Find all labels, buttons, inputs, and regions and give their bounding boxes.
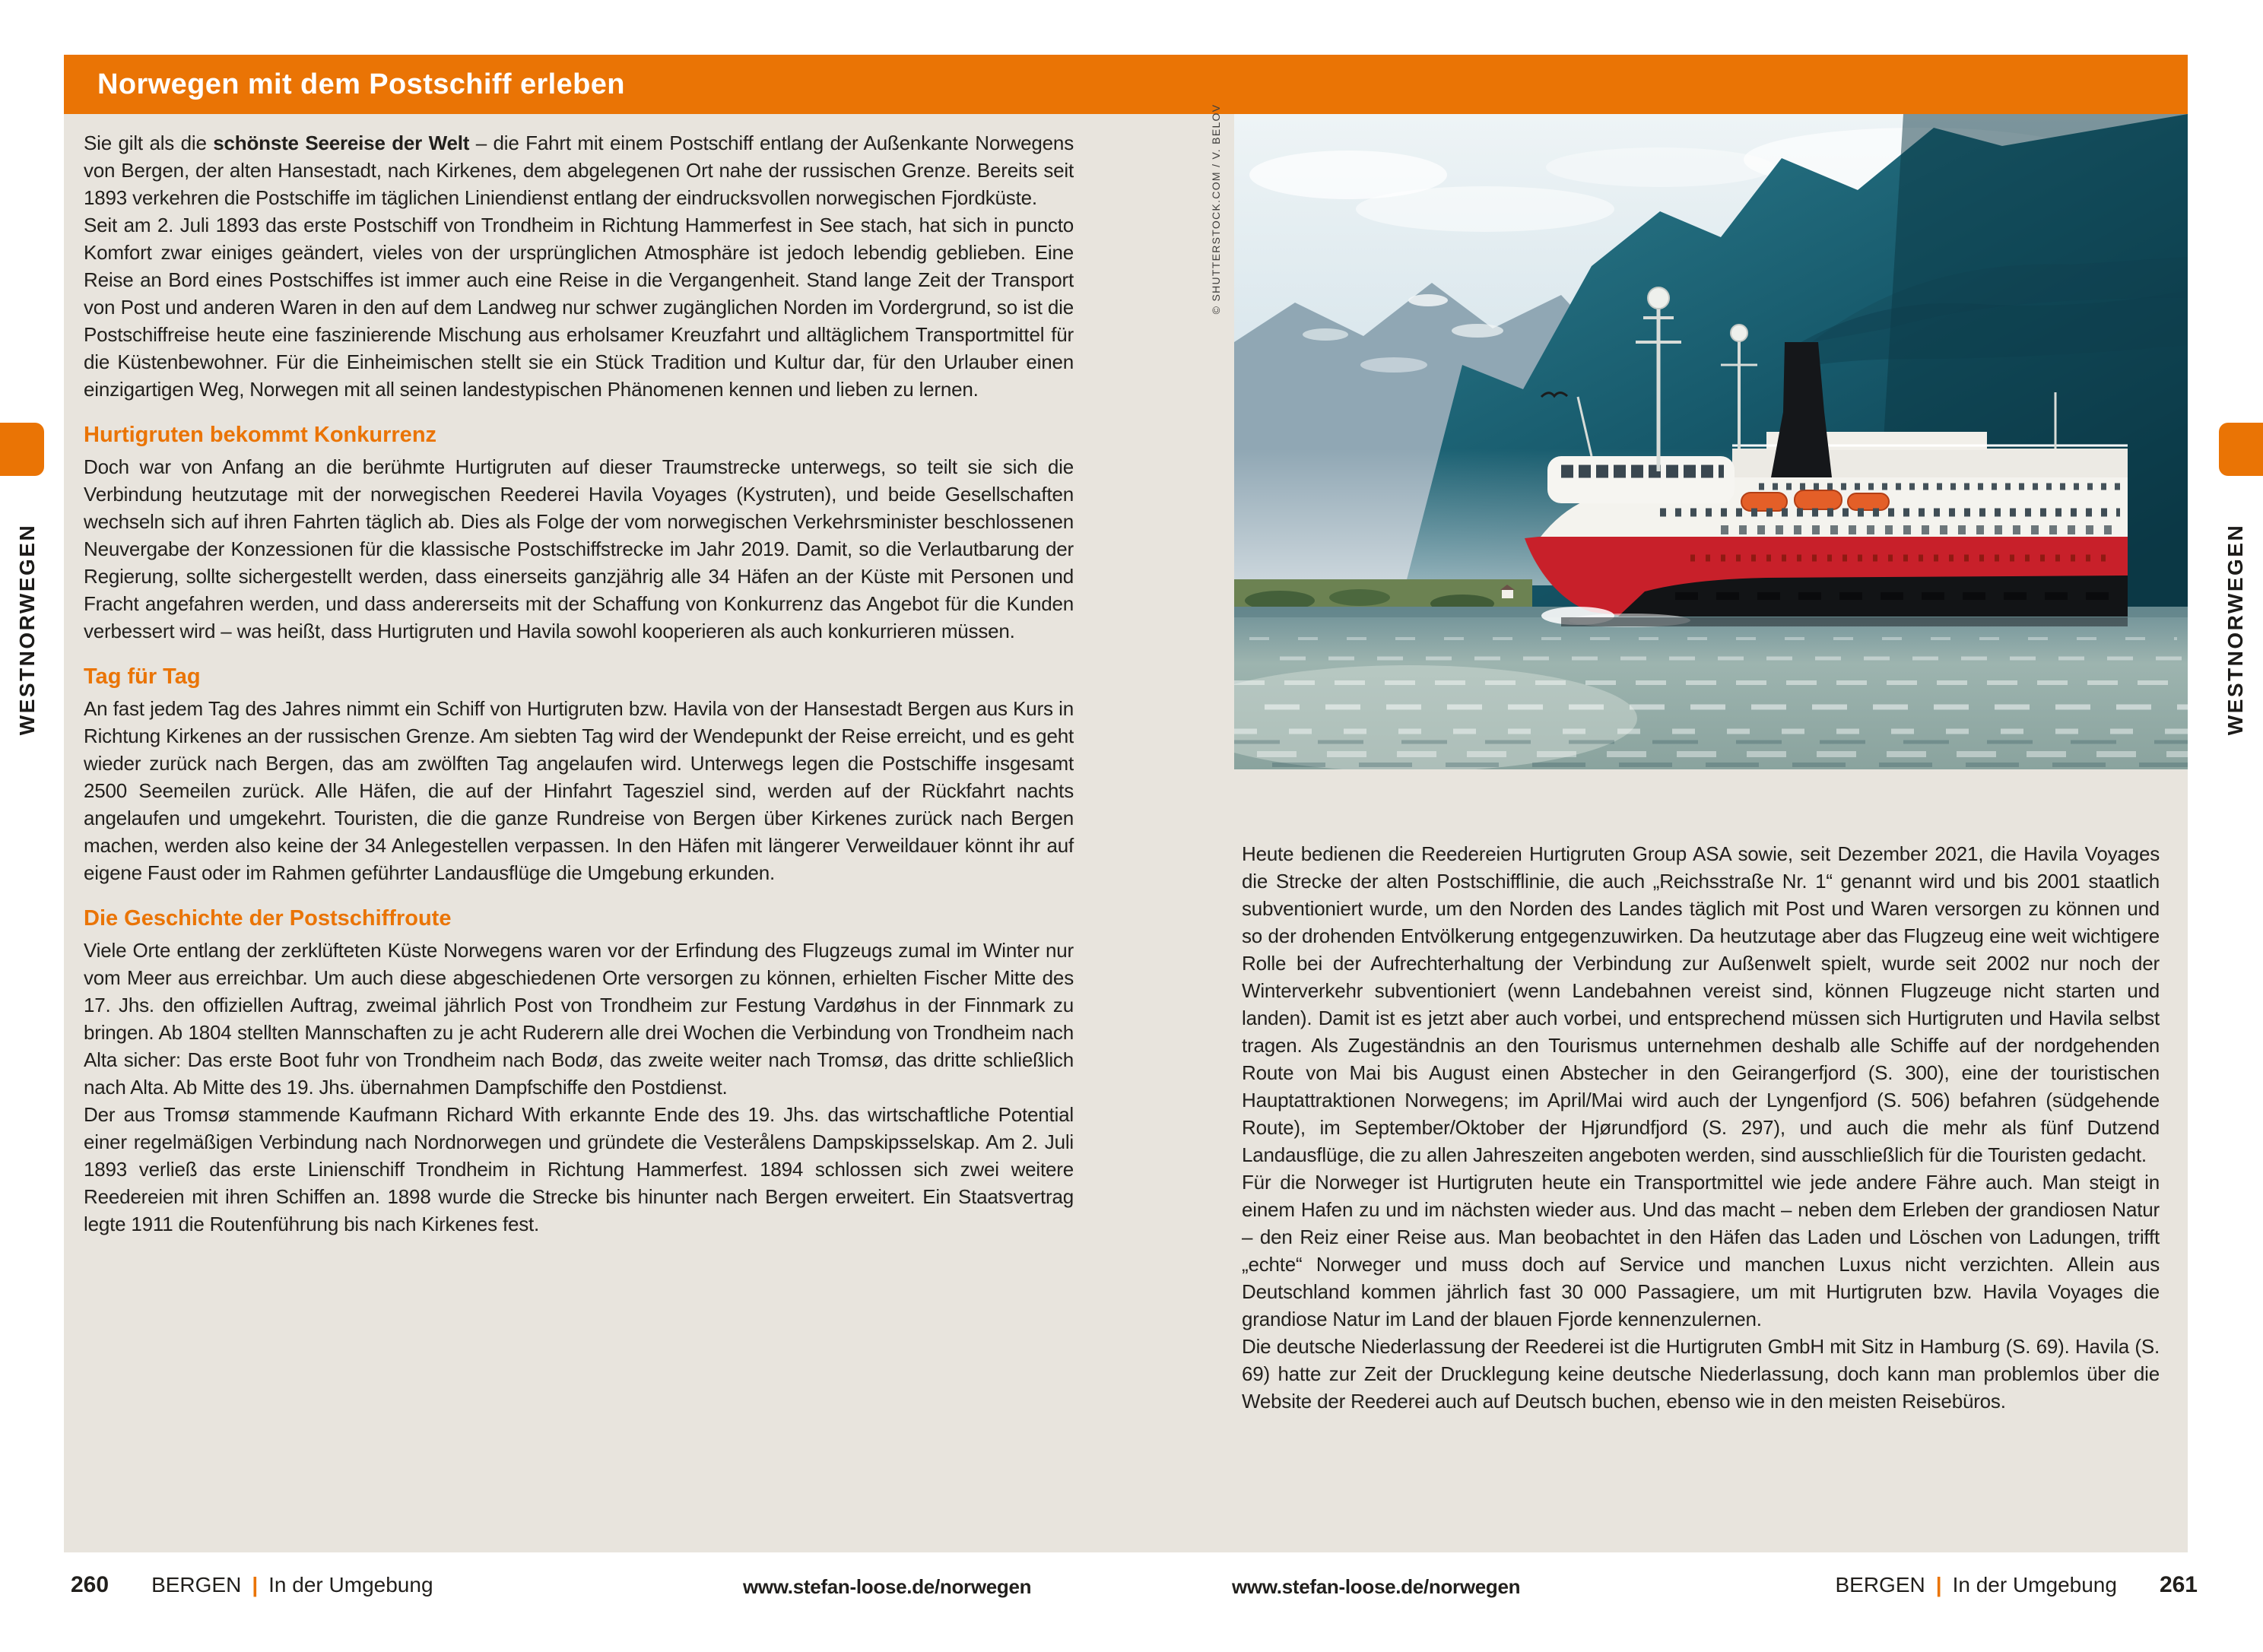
- section-heading-tag-fuer-tag: Tag für Tag: [84, 664, 201, 689]
- title-bar: [64, 55, 2188, 114]
- footer-url-right: www.stefan-loose.de/norwegen: [1232, 1575, 1521, 1598]
- breadcrumb-separator: |: [252, 1573, 259, 1597]
- footer-right: [1835, 1572, 2198, 1598]
- breadcrumb-subsection: In der Umgebung: [1952, 1573, 2117, 1597]
- intro-lead: Sie gilt als die: [84, 132, 214, 154]
- breadcrumb-separator: |: [1935, 1573, 1942, 1597]
- radar-dome: [1648, 287, 1669, 309]
- footer-left: [71, 1572, 433, 1598]
- page-title: Norwegen mit dem Postschiff erleben: [97, 68, 625, 100]
- breadcrumb-subsection: In der Umgebung: [268, 1573, 433, 1597]
- left-edge-tab: [0, 423, 44, 476]
- hull-reflection: [1561, 617, 2128, 626]
- section-heading-konkurrenz: Hurtigruten bekommt Konkurrenz: [84, 423, 437, 447]
- section-heading-geschichte: Die Geschichte der Postschiffroute: [84, 906, 452, 931]
- intro-paragraph: [84, 129, 1074, 211]
- breadcrumb-section: BERGEN: [1835, 1573, 1925, 1597]
- section-paragraph: Doch war von Anfang an die berühmte Hurtigruten auf dieser Traumstrecke unterwegs, so teilt sie sich die Verbindung heutzutage mit der norwegischen Reederei Havila Voyages (Kystruten), und beide Gesellschaften wechseln sich auf ihren Fahrten täglich ab. Dies als Folge der vom norwegischen Verkehrsminister beschlossenen Neuvergabe der Konzessionen für die klassische Postschiffstrecke im Jahr 2019. Damit, so die Verlautbarung der Regierung, sollte sichergestellt werden, dass einerseits ganzjährig alle 34 Häfen an der Küste mit Personen und Fracht angefahren werden, und dass andererseits mit der Schaffung von Konkurrenz das Angebot für die Kunden verbessert wird – was heißt, dass Hurtigruten und Havila sowohl kooperieren als auch konkurrieren müssen.: [84, 455, 1074, 642]
- right-paragraph: Heute bedienen die Reedereien Hurtigruten Group ASA sowie, seit Dezember 2021, die Havila Voyages die Strecke der alten Postschifflinie, die auch „Reichsstraße Nr. 1“ genannt wird und bis 2001 staatlich subventioniert wurde, um den Norden des Landes täglich mit Post und Waren versorgen zu können und so der drohenden Entvölkerung entgegenzuwirken. Da heutzutage aber das Flugzeug eine weit wichtigere Rolle bei der Aufrechterhaltung der Verbindung zur Außenwelt spielt, wurde seit 2002 nur noch der Winterverkehr subventioniert (wenn Landebahnen vereist sind, können Flugzeuge nicht starten und landen). Damit ist es jetzt aber auch vorbei, und entsprechend müssen sich Hurtigruten und Havila selbst tragen. Als Zugeständnis an den Tourismus unternehmen deshalb alle Schiffe auf der nordgehenden Route von Mai bis August einen Abstecher in den Geirangerfjord (S. 300), eine der touristischen Hauptattraktionen Norwegens; im April/Mai wird auch der Lyngenfjord (S. 506) befahren (südgehende Route), im September/Oktober der Hjørundfjord (S. 297), und auch die mehr als fünf Dutzend Landausflüge, die zu allen Jahreszeiten angeboten werden, sind ausschließlich für die Touristen gedacht.: [1242, 842, 2160, 1166]
- bridge: [1547, 456, 1735, 503]
- fjord-photo: [1234, 114, 2188, 769]
- page-number-left: 260: [71, 1572, 110, 1597]
- right-paragraph: Die deutsche Niederlassung der Reederei ist die Hurtigruten GmbH mit Sitz in Hamburg (S. 69). Havila (S. 69) hatte zur Zeit der Drucklegung keine deutsche Niederlassung, doch kann man problemlos über die Website der Reederei auch auf Deutsch buchen, ebenso wie in den meisten Reisebüros.: [1242, 1335, 2160, 1413]
- footer-url-left: www.stefan-loose.de/norwegen: [743, 1575, 1032, 1598]
- page-number-right: 261: [2159, 1572, 2198, 1597]
- right-text-column: [1242, 840, 2160, 1415]
- right-paragraph: Für die Norweger ist Hurtigruten heute ein Transportmittel wie jede andere Fähre auch. Man steigt in einem Hafen zu und im nächsten wieder aus. Und das macht – neben dem Erleben der grandiosen Natur – den Reiz einer Reise aus. Man beobachtet in den Häfen das Laden und Löschen von Ladungen, trifft „echte“ Norweger und muss doch auf Service und manchen Luxus nicht verzichten. Allein aus Deutschland kommen jährlich fast 30 000 Passagiere, um mit Hurtigruten bzw. Havila Voyages die grandiose Natur im Land der blauen Fjorde kennenzulernen.: [1242, 1171, 2160, 1330]
- photo-credit-text: © SHUTTERSTOCK.COM / V. BELOV: [1210, 103, 1222, 315]
- lifeboats: [1741, 490, 1889, 511]
- intro-rest: – die Fahrt mit einem Postschiff entlang der Außenkante Norwegens von Bergen, der alten Hansestadt, nach Kirkenes, dem abgelegenen Ort nahe der russischen Grenze. Bereits seit 1893 verkehren die Postschiffe im täglichen Liniendienst entlang der eindrucksvollen norwegischen Fjordküste.: [84, 132, 1074, 209]
- breadcrumb-section: BERGEN: [151, 1573, 242, 1597]
- intro-bold-phrase: schönste Seereise der Welt: [213, 132, 470, 154]
- photo-credit: [1204, 103, 1227, 315]
- intro-paragraph-2: Seit am 2. Juli 1893 das erste Postschiff von Trondheim in Richtung Hammerfest in See stach, hat sich in puncto Komfort zwar einiges geändert, vieles von der ursprünglichen Atmosphäre ist jedoch lebendig geblieben. Eine Reise an Bord eines Postschiffes ist immer auch eine Reise in die Vergangenheit. Stand lange Zeit der Transport von Post und anderen Waren in den auf dem Landweg nur schwer zugänglichen Norden im Vordergrund, so ist die Postschiffreise heute eine faszinierende Mischung aus erholsamer Kreuzfahrt und alltäglichem Transportmittel für die Küstenbewohner. Für die Einheimischen stellt sie ein Stück Tradition und Kultur dar, für den Urlauber einen einzigartigen Weg, Norwegen mit all seinen landestypischen Phänomenen kennen und lieben zu lernen.: [84, 214, 1074, 401]
- section-paragraph: Der aus Tromsø stammende Kaufmann Richard With erkannte Ende des 19. Jhs. das wirtschaftliche Potential einer regelmäßigen Verbindung nach Nordnorwegen und gründete die Vesterålens Dampskipsselskap. Am 2. Juli 1893 verließ das erste Linienschiff Trondheim in Richtung Hammerfest. 1894 schlossen sich zwei weitere Reedereien mit ihren Schiffen an. 1898 wurde die Strecke bis hinunter nach Bergen erweitert. Ein Staatsvertrag legte 1911 die Routenführung bis nach Kirkenes fest.: [84, 1103, 1074, 1235]
- section-paragraph: Viele Orte entlang der zerklüfteten Küste Norwegens waren vor der Erfindung des Flugzeugs zumal im Winter nur vom Meer aus erreichbar. Um auch diese abgeschiedenen Orte versorgen zu können, erhielten Fischer Mitte des 17. Jhs. den offiziellen Auftrag, zweimal jährlich Post von Trondheim zur Festung Vardøhus in der Finnmark zu bringen. Ab 1804 stellten Mannschaften zu je acht Ruderern alle drei Wochen die Verbindung von Trondheim nach Alta sicher: Das erste Boot fuhr von Trondheim nach Bodø, das zweite weiter nach Tromsø, das dritte schließlich nach Alta. Ab Mitte des 19. Jhs. übernahmen Dampfschiffe den Postdienst.: [84, 939, 1074, 1099]
- left-section-label: [6, 496, 49, 763]
- section-paragraph: An fast jedem Tag des Jahres nimmt ein Schiff von Hurtigruten bzw. Havila von der Hansestadt Bergen aus Kurs in Richtung Kirkenes an der russischen Grenze. Am siebten Tag wird der Wendepunkt der Reise erreicht, und es geht wieder zurück nach Bergen, das am zwölften Tag angelaufen wird. Unterwegs legen die Postschiffe insgesamt 2500 Seemeilen zurück. Alle Häfen, die auf der Hinfahrt Tagesziel sind, werden auf der Rückfahrt nachts angelaufen und umgekehrt. Touristen, die die ganze Rundreise von Bergen über Kirkenes zurück nach Bergen machen, werden also keine der 34 Anlegestellen verpassen. In den Häfen mit längerer Verweildauer könnt ihr auf eigene Faust oder im Rahmen geführter Landausflüge die Umgebung erkunden.: [84, 697, 1074, 884]
- water: [1234, 607, 2188, 769]
- section-label-text: WESTNORWEGEN: [2223, 523, 2247, 736]
- radar-dome-aft: [1731, 325, 1747, 341]
- section-label-text: WESTNORWEGEN: [15, 523, 39, 736]
- left-text-column: [84, 129, 1074, 1238]
- right-edge-tab: [2219, 423, 2263, 476]
- right-section-label: [2214, 496, 2257, 763]
